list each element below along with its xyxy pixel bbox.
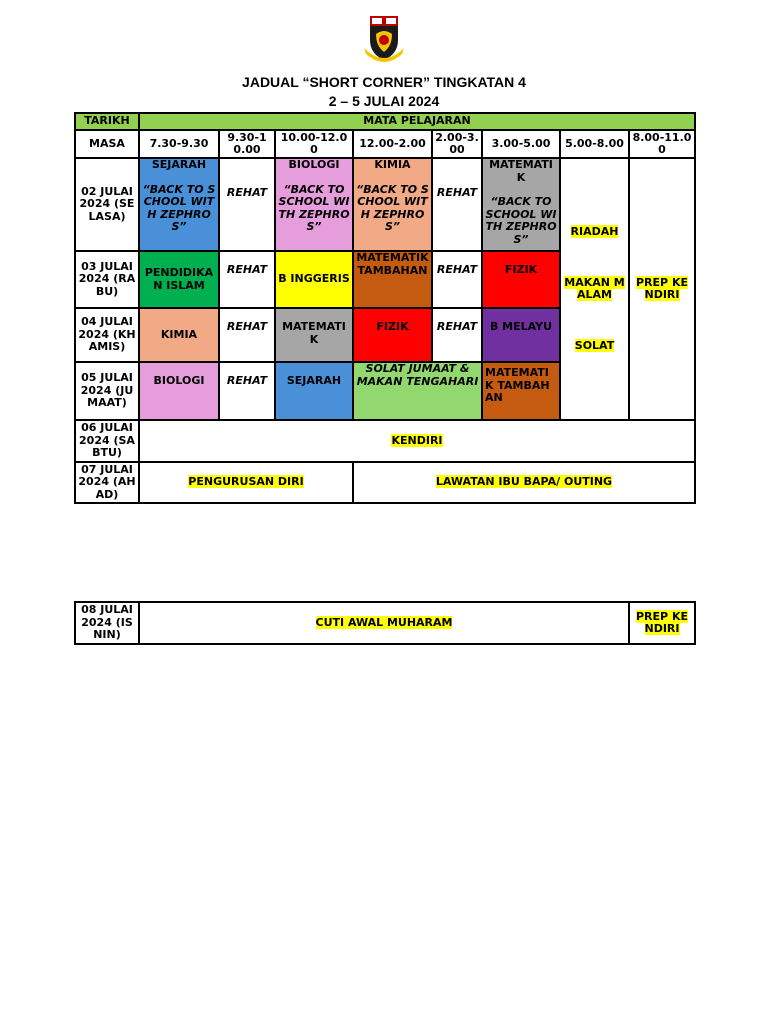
- time-slot: 12.00-2.00: [353, 130, 432, 158]
- subject-cell-matematik: [482, 158, 560, 251]
- subject-cell-kimia: KIMIA: [139, 308, 219, 362]
- time-slot: 5.00-8.00: [560, 130, 629, 158]
- evening-activities-cell: [560, 158, 629, 420]
- subject-cell-b-melayu: B MELAYU: [482, 308, 560, 362]
- subject-cell-pendidikan-islam: PENDIDIKAN ISLAM: [139, 251, 219, 308]
- time-slot: 10.00-12.00: [275, 130, 353, 158]
- time-slot: 8.00-11.00: [629, 130, 695, 158]
- mata-pelajaran-header: MATA PELAJARAN: [139, 113, 695, 130]
- subject-cell-matematik: MATEMATIK: [275, 308, 353, 362]
- subject-cell-kimia: [353, 158, 432, 251]
- time-slot: 3.00-5.00: [482, 130, 560, 158]
- date-cell: 03 JULAI 2024 (RABU): [75, 251, 139, 308]
- lawatan-cell: [353, 462, 695, 503]
- date-cell: 08 JULAI 2024 (ISNIN): [75, 602, 139, 644]
- prep-kendiri-label: PREP KENDIRI: [636, 275, 688, 301]
- subject-cell-matematik-tambahan: MATEMATIK TAMBAHAN: [353, 251, 432, 308]
- rehat-cell: REHAT: [432, 158, 482, 251]
- subject-cell-b-inggeris: B INGGERIS: [275, 251, 353, 308]
- pengurusan-diri-cell: [139, 462, 353, 503]
- rehat-cell: REHAT: [219, 251, 275, 308]
- pengurusan-diri-label: PENGURUSAN DIRI: [188, 475, 304, 489]
- subject-label: MATEMATIK: [489, 158, 553, 184]
- rehat-cell: REHAT: [219, 308, 275, 362]
- kendiri-cell: [139, 420, 695, 462]
- timetable: [74, 112, 696, 504]
- prep-kendiri-label: PREP KENDIRI: [636, 609, 688, 635]
- lawatan-label: LAWATAN IBU BAPA/ OUTING: [435, 475, 613, 489]
- subject-cell-biologi: [275, 158, 353, 251]
- solat-jumaat-cell: SOLAT JUMAAT & MAKAN TENGAHARI: [353, 362, 482, 420]
- cuti-label: CUTI AWAL MUHARAM: [315, 615, 453, 629]
- riadah-label: RIADAH: [570, 225, 619, 238]
- prep-kendiri-cell: [629, 602, 695, 644]
- rehat-cell: REHAT: [432, 308, 482, 362]
- holiday-table: [74, 601, 696, 645]
- time-slot: 9.30-10.00: [219, 130, 275, 158]
- subject-cell-sejarah: SEJARAH: [275, 362, 353, 420]
- time-slot: 7.30-9.30: [139, 130, 219, 158]
- subject-label: BIOLOGI: [288, 158, 340, 171]
- date-cell: 06 JULAI 2024 (SABTU): [75, 420, 139, 462]
- rehat-cell: REHAT: [219, 362, 275, 420]
- masa-label: MASA: [75, 130, 139, 158]
- date-cell: 02 JULAI 2024 (SELASA): [75, 158, 139, 251]
- event-label: “BACK TO SCHOOL WITH ZEPHROS”: [485, 195, 557, 246]
- solat-label: SOLAT: [574, 338, 615, 352]
- prep-kendiri-cell: [629, 158, 695, 420]
- rehat-cell: REHAT: [432, 251, 482, 308]
- event-label: “BACK TO SCHOOL WITH ZEPHROS”: [142, 182, 216, 233]
- tarikh-header: TARIKH: [75, 113, 139, 130]
- kendiri-label: KENDIRI: [391, 433, 443, 447]
- school-crest-icon: [362, 14, 406, 64]
- page-subtitle: 2 – 5 JULAI 2024: [328, 93, 440, 109]
- subject-cell-matematik-tambahan: MATEMATIK TAMBAHAN: [482, 362, 560, 420]
- date-cell: 04 JULAI 2024 (KHAMIS): [75, 308, 139, 362]
- time-slot: 2.00-3.00: [432, 130, 482, 158]
- event-label: “BACK TO SCHOOL WITH ZEPHROS”: [278, 182, 350, 233]
- makan-malam-label: MAKAN MALAM: [564, 275, 625, 301]
- subject-label: SEJARAH: [151, 158, 207, 171]
- date-cell: 07 JULAI 2024 (AHAD): [75, 462, 139, 503]
- event-label: “BACK TO SCHOOL WITH ZEPHROS”: [356, 182, 429, 233]
- date-cell: 05 JULAI 2024 (JUMAAT): [75, 362, 139, 420]
- subject-cell-biologi: BIOLOGI: [139, 362, 219, 420]
- page-title: JADUAL “SHORT CORNER” TINGKATAN 4: [242, 74, 526, 90]
- subject-cell-fizik: FIZIK: [353, 308, 432, 362]
- subject-cell-sejarah: [139, 158, 219, 251]
- subject-label: KIMIA: [374, 158, 411, 171]
- rehat-cell: REHAT: [219, 158, 275, 251]
- subject-cell-fizik: FIZIK: [482, 251, 560, 308]
- cuti-cell: [139, 602, 629, 644]
